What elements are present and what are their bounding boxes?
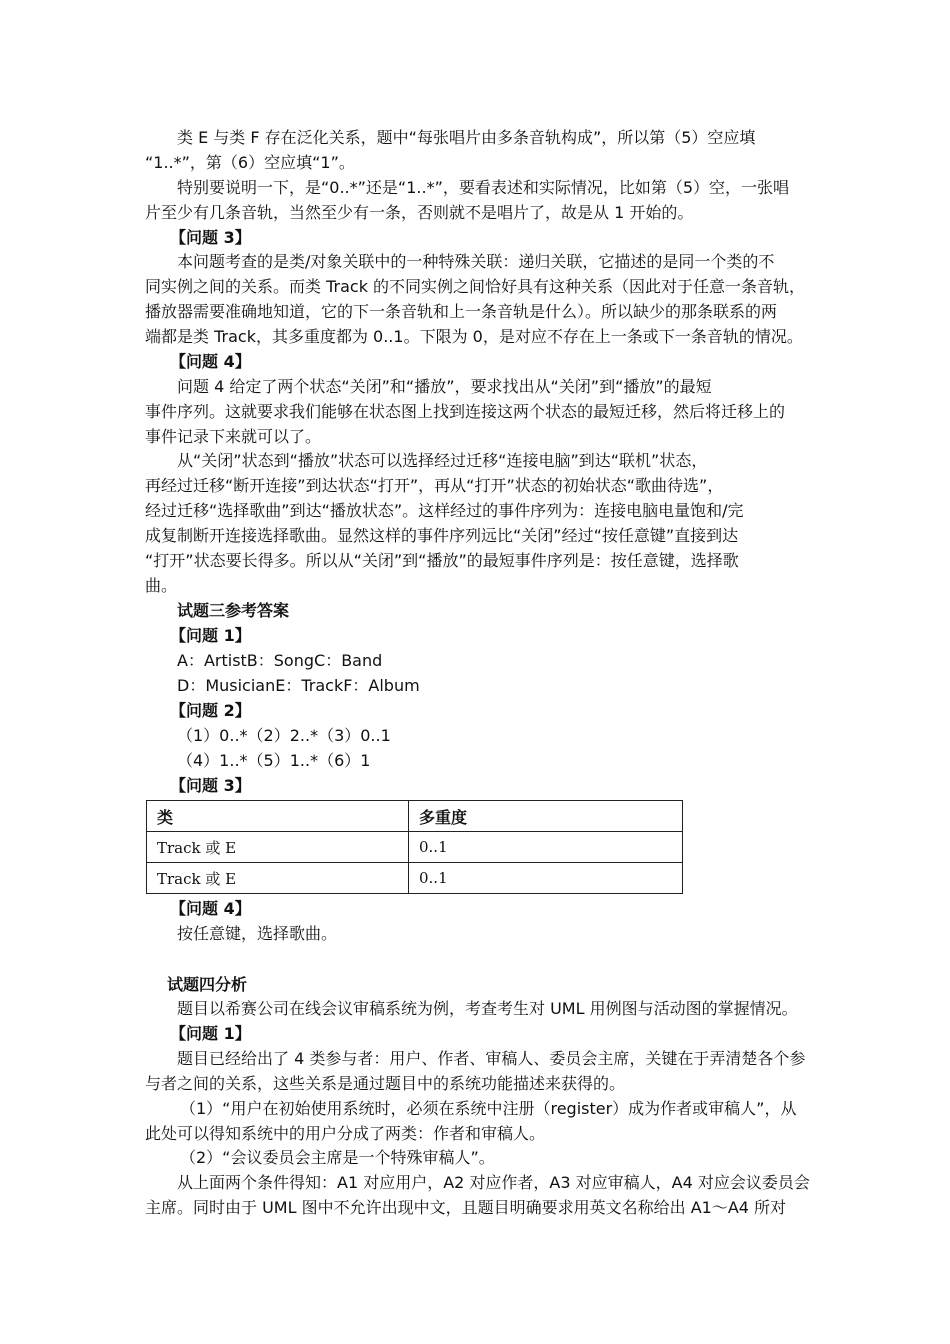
paragraph-line: 从“关闭”状态到“播放”状态可以选择经过迁移“连接电脑”到达“联机”状态， — [177, 451, 708, 470]
paragraph-line: “1..*”，第（6）空应填“1”。 — [145, 153, 355, 172]
paragraph-line: 曲。 — [145, 576, 178, 595]
paragraph-line: 此处可以得知系统中的用户分成了两类：作者和审稿人。 — [145, 1124, 546, 1143]
paragraph-line: 题目以希赛公司在线会议审稿系统为例，考查考生对 UML 用例图与活动图的掌握情况。 — [177, 999, 798, 1018]
paragraph-line: （1）“用户在初始使用系统时，必须在系统中注册（register）成为作者或审稿人”，从 — [180, 1099, 797, 1118]
table-row — [147, 832, 683, 863]
answer-line: （1）0..*（2）2..*（3）0..1 — [177, 726, 391, 745]
answer-title: 试题三参考答案 — [177, 601, 290, 620]
paragraph-line: 题目已经给出了 4 类参与者：用户、作者、审稿人、委员会主席，关键在于弄清楚各个参 — [177, 1049, 806, 1068]
answer-line: （4）1..*（5）1..*（6）1 — [177, 751, 371, 770]
table-cell: 0..1 — [409, 863, 683, 894]
paragraph-line: 成复制断开连接选择歌曲。显然这样的事件序列远比“关闭”经过“按任意键”直接到达 — [145, 526, 739, 545]
paragraph-line: 播放器需要准确地知道，它的下一条音轨和上一条音轨是什么）。所以缺少的那条联系的两 — [145, 302, 778, 321]
paragraph-line: 本问题考查的是类/对象关联中的一种特殊关联：递归关联，它描述的是同一个类的不 — [177, 252, 775, 271]
paragraph-line: 再经过迁移“断开连接”到达状态“打开”，再从“打开”状态的初始状态“歌曲待选”， — [145, 476, 724, 495]
paragraph-line: 从上面两个条件得知：A1 对应用户，A2 对应作者，A3 对应审稿人，A4 对应会议委员会 — [177, 1173, 810, 1192]
paragraph-line: 端都是类 Track，其多重度都为 0..1。下限为 0，是对应不存在上一条或下一条音轨的情况。 — [145, 327, 803, 346]
section-heading: 【问题 4】 — [170, 352, 251, 371]
answer-line: 按任意键，选择歌曲。 — [177, 924, 338, 943]
paragraph-line: 类 E 与类 F 存在泛化关系，题中“每张唱片由多条音轨构成”，所以第（5）空应填 — [177, 128, 756, 147]
table-row — [147, 863, 683, 894]
paragraph-line: 主席。同时由于 UML 图中不允许出现中文，且题目明确要求用英文名称给出 A1～A4 所对 — [145, 1198, 787, 1217]
paragraph-line: 同实例之间的关系。而类 Track 的不同实例之间恰好具有这种关系（因此对于任意一条音轨， — [145, 277, 806, 296]
section-heading: 【问题 4】 — [170, 899, 251, 918]
section-heading: 【问题 3】 — [170, 228, 251, 247]
table-header-class: 类 — [147, 801, 409, 832]
answer-line: A：ArtistB：SongC：Band — [177, 651, 383, 670]
section-heading: 【问题 3】 — [170, 776, 251, 795]
paragraph-line: 问题 4 给定了两个状态“关闭”和“播放”，要求找出从“关闭”到“播放”的最短 — [177, 377, 712, 396]
paragraph-line: 经过迁移“选择歌曲”到达“播放状态”。这样经过的事件序列为：连接电脑电量饱和/完 — [145, 501, 744, 520]
table-cell: Track 或 E — [147, 832, 409, 863]
answer-line: D：MusicianE：TrackF：Album — [177, 676, 420, 695]
multiplicity-table — [146, 800, 683, 894]
table-header-multiplicity: 多重度 — [409, 801, 683, 832]
paragraph-line: 片至少有几条音轨，当然至少有一条，否则就不是唱片了，故是从 1 开始的。 — [145, 203, 694, 222]
paragraph-line: 事件序列。这就要求我们能够在状态图上找到连接这两个状态的最短迁移，然后将迁移上的 — [145, 402, 786, 421]
section-heading: 【问题 1】 — [170, 626, 251, 645]
paragraph-line: 与者之间的关系，这些关系是通过题目中的系统功能描述来获得的。 — [145, 1074, 626, 1093]
paragraph-line: 事件记录下来就可以了。 — [145, 427, 322, 446]
paragraph-line: （2）“会议委员会主席是一个特殊审稿人”。 — [180, 1148, 495, 1167]
section-heading: 【问题 1】 — [170, 1024, 251, 1043]
table-cell: 0..1 — [409, 832, 683, 863]
table-header-row — [147, 801, 683, 832]
analysis-title: 试题四分析 — [167, 975, 248, 994]
table-cell: Track 或 E — [147, 863, 409, 894]
paragraph-line: “打开”状态要长得多。所以从“关闭”到“播放”的最短事件序列是：按任意键，选择歌 — [145, 551, 739, 570]
section-heading: 【问题 2】 — [170, 701, 251, 720]
paragraph-line: 特别要说明一下，是“0..*”还是“1..*”，要看表述和实际情况，比如第（5）空，一张唱 — [177, 178, 790, 197]
